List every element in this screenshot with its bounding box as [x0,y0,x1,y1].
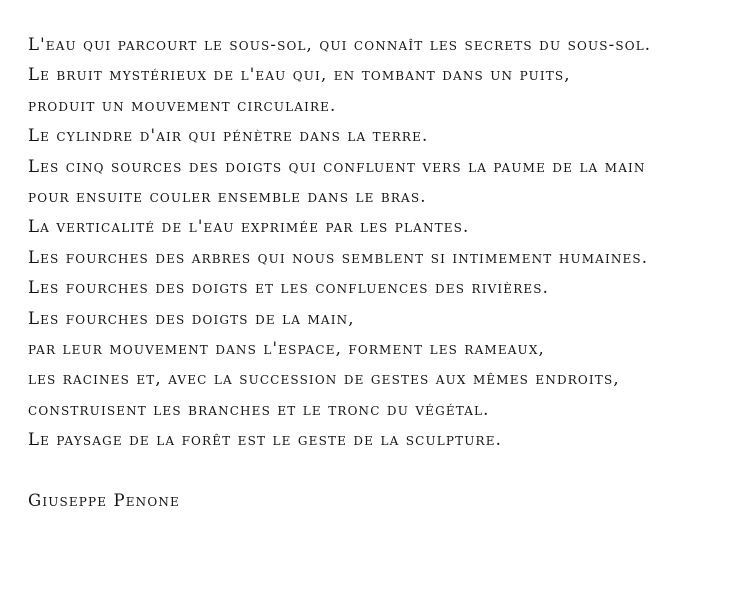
poem-line: construisent les branches et le tronc du végétal. [28,399,490,419]
poem-line: L'eau qui parcourt le sous-sol, qui connaît les secrets du sous-sol. [28,35,652,54]
poem-body [28,30,722,456]
poem-author-spacer [28,456,722,486]
poem-line: La verticalité de l'eau exprimée par les plantes. [28,217,470,237]
poem-line: Le bruit mystérieux de l'eau qui, en tombant dans un puits, [28,65,571,85]
poem-line: par leur mouvement dans l'espace, forment les rameaux, [28,339,545,359]
poem-line: Les fourches des doigts de la main, [28,308,355,328]
poem-line: produit un mouvement circulaire. [28,95,337,115]
poem-line: les racines et, avec la succession de gestes aux mêmes endroits, [28,369,620,389]
poem-line: pour ensuite couler ensemble dans le bras. [28,187,427,207]
poem-line: Le cylindre d'air qui pénètre dans la terre. [28,126,429,146]
poem-line: Les fourches des arbres qui nous semblent si intimement humaines. [28,247,649,267]
poem-line: Le paysage de la forêt est le geste de la sculpture. [28,430,503,450]
poem-line: Les cinq sources des doigts qui confluent vers la paume de la main [28,156,646,176]
author-attribution: Giuseppe Penone [28,490,180,510]
poem-line: Les fourches des doigts et les confluences des rivières. [28,278,550,298]
